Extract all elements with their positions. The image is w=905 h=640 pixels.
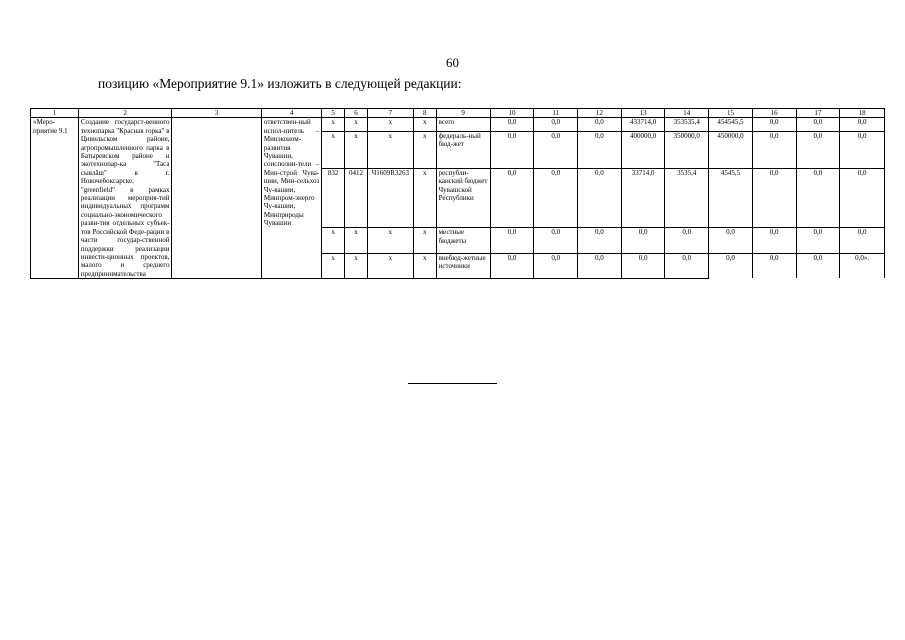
budget-code-gr: x [322, 118, 345, 131]
footnote-rule [408, 383, 497, 384]
funding-value: 0,0 [621, 253, 665, 278]
funding-value: 0,0 [840, 228, 885, 254]
budget-code-vr: x [413, 118, 436, 131]
column-number: 9 [436, 109, 490, 118]
funding-source: внебюд-жетные источники [436, 253, 490, 278]
funding-value: 353535,4 [665, 118, 709, 131]
funding-value: 0,0 [621, 228, 665, 254]
column-number: 1 [31, 109, 79, 118]
funding-value: 0,0 [578, 118, 622, 131]
funding-value: 4545,5 [709, 168, 753, 228]
funding-value: 33714,0 [621, 168, 665, 228]
budget-code-vr: x [413, 131, 436, 168]
funding-value: 350000,0 [665, 131, 709, 168]
funding-value: 0,0 [752, 253, 796, 278]
budget-code-gr: 832 [322, 168, 345, 228]
budget-code-vr: x [413, 228, 436, 254]
column-number: 5 [322, 109, 345, 118]
funding-value: 0,0 [665, 228, 709, 254]
funding-value: 0,0 [665, 253, 709, 278]
page-number: 60 [446, 55, 459, 70]
budget-code-rz: x [345, 228, 368, 254]
column-number: 18 [840, 109, 885, 118]
column-number: 8 [413, 109, 436, 118]
budget-table [30, 108, 885, 279]
funding-value: 0,0 [578, 131, 622, 168]
column-number: 7 [367, 109, 413, 118]
funding-value: 0,0 [534, 168, 578, 228]
funding-value: 0,0 [534, 228, 578, 254]
table-row-spacer [31, 278, 885, 279]
funding-value: 0,0 [796, 168, 840, 228]
funding-value: 0,0 [490, 131, 534, 168]
column-number: 11 [534, 109, 578, 118]
column-number: 3 [172, 109, 261, 118]
funding-value: 400000,0 [621, 131, 665, 168]
funding-value: 0,0 [752, 118, 796, 131]
funding-value: 3535,4 [665, 168, 709, 228]
budget-code-vr: x [413, 168, 436, 228]
budget-code-csr: x [367, 253, 413, 278]
funding-value: 0,0 [490, 118, 534, 131]
column-number: 13 [621, 109, 665, 118]
budget-code-gr: x [322, 253, 345, 278]
table-row [31, 118, 885, 131]
budget-code-rz: x [345, 118, 368, 131]
budget-code-gr: x [322, 131, 345, 168]
funding-value: 0,0 [752, 228, 796, 254]
funding-value: 433714,0 [621, 118, 665, 131]
funding-source: местные бюджеты [436, 228, 490, 254]
funding-value: 0,0 [490, 228, 534, 254]
funding-value: 450000,0 [709, 131, 753, 168]
funding-value: 0,0 [534, 118, 578, 131]
funding-value: 0,0 [578, 168, 622, 228]
funding-value: 0,0 [796, 118, 840, 131]
measure-name: «Меро-приятие 9.1 [31, 118, 79, 278]
column-number: 6 [345, 109, 368, 118]
budget-code-csr: x [367, 118, 413, 131]
funding-value: 0,0 [578, 228, 622, 254]
budget-code-csr: Ч1609R3263 [367, 168, 413, 228]
column-number: 4 [261, 109, 321, 118]
funding-value: 0,0 [796, 228, 840, 254]
intro-text: позицию «Мероприятие 9.1» изложить в следующей редакции: [98, 76, 462, 91]
budget-code-rz: 0412 [345, 168, 368, 228]
funding-value: 0,0 [840, 168, 885, 228]
measure-executors: ответствен-ный испол-нитель – Минэконом-развития Чувашии, соисполни-тели – Мин-строй Чува-шии, Мин-сельхоз Чу-вашии, Минпром-энерго Чу-вашии, Минприроды Чувашии [261, 118, 321, 278]
funding-value: 0,0 [578, 253, 622, 278]
column-number: 16 [752, 109, 796, 118]
budget-code-rz: x [345, 253, 368, 278]
column-number: 2 [78, 109, 172, 118]
funding-value: 0,0 [752, 168, 796, 228]
funding-value: 454545,5 [709, 118, 753, 131]
budget-code-csr: x [367, 131, 413, 168]
column-number: 17 [796, 109, 840, 118]
funding-source: федераль-ный бюд-жет [436, 131, 490, 168]
funding-value: 0,0 [752, 131, 796, 168]
funding-value: 0,0». [840, 253, 885, 278]
funding-value: 0,0 [840, 131, 885, 168]
column-number: 15 [709, 109, 753, 118]
column-number: 10 [490, 109, 534, 118]
column-number: 12 [578, 109, 622, 118]
funding-value: 0,0 [709, 228, 753, 254]
budget-code-csr: x [367, 228, 413, 254]
funding-value: 0,0 [490, 253, 534, 278]
budget-code-vr: x [413, 253, 436, 278]
funding-value: 0,0 [796, 253, 840, 278]
funding-value: 0,0 [709, 253, 753, 278]
budget-code-rz: x [345, 131, 368, 168]
funding-source: всего [436, 118, 490, 131]
funding-value: 0,0 [490, 168, 534, 228]
column-number-row [31, 109, 885, 118]
funding-value: 0,0 [796, 131, 840, 168]
funding-value: 0,0 [534, 131, 578, 168]
funding-value: 0,0 [840, 118, 885, 131]
funding-source: республи-канский бюджет Чувашской Республики [436, 168, 490, 228]
measure-col3 [172, 118, 261, 278]
measure-description: Создание государст-венного технопарка "Красная горка" в Цивильском районе, агропромышленного парка в Батыревском районе и экотехнопар-ка "Таса сывлăш" в г. Новочебоксарске, "greenfield" в рамках реализации мероприя-тий индивидуальных программ социально-экономического разви-тия отдельных субъек-тов Российской Феде-рации в части государ-ственной поддержки реализации инвести-ционных проектов, малого и среднего предпринимательства [78, 118, 172, 278]
column-number: 14 [665, 109, 709, 118]
funding-value: 0,0 [534, 253, 578, 278]
budget-code-gr: x [322, 228, 345, 254]
